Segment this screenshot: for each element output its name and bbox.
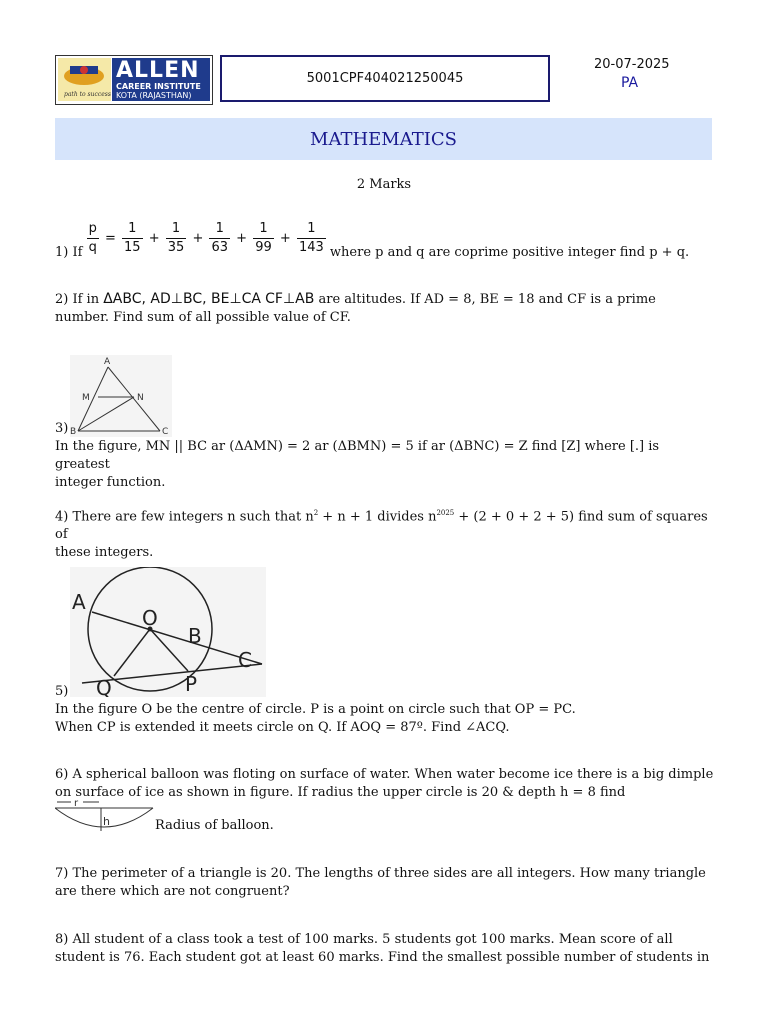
q3-label-m: M [82,393,90,403]
q8-text: 8) All student of a class took a test of 100 marks. 5 students got 100 marks. Mean score of all [55,932,673,947]
question-3 [55,420,715,492]
q8-text-line2: student is 76. Each student got at least 60 marks. Find the smallest possible number of students in [55,950,710,965]
q2-text-line2: number. Find sum of all possible value of CF. [55,310,351,325]
logo-brand [112,58,210,101]
q2-text: are altitudes. If AD = 8, BE = 18 and CF is a prime [318,292,656,307]
q7-text: 7) The perimeter of a triangle is 20. The lengths of three sides are all integers. How many triangle [55,866,706,881]
q4-text-line2: these integers. [55,545,154,561]
logo-brand-name: ALLEN [116,58,200,83]
q5-label-o: O [142,606,158,630]
q6-figure [55,798,155,838]
paper-variant: PA [621,75,639,91]
q4-text-a: 4) There are few integers n such that n [55,509,314,525]
q1-fraction-5: $\frac{1}{143}$ [298,221,324,255]
q1-plus: + [236,230,248,246]
q5-label-b: B [188,624,202,648]
q1-fraction-3: $\frac{1}{63}$ [211,221,229,255]
q6-label-h: h [103,815,110,828]
q3-text: In the figure, MN || BC ar (ΔAMN) = 2 ar (ΔBMN) = 5 if ar (ΔBNC) = Z find [Z] where [.] is greatest [55,439,660,472]
q1-plus: + [279,230,291,246]
paper-code: 5001CPF404021250045 [306,71,464,86]
q6-text-line3: Radius of balloon. [155,818,274,833]
logo-emblem [58,58,111,101]
q1-equals: = [104,230,116,246]
q1-plus: + [192,230,204,246]
q1-prefix: 1) If [55,245,83,260]
q2-prefix: 2) If in [55,292,100,307]
q4-exponent-1: 2 [313,509,319,517]
allen-logo [55,55,213,105]
q5-label-c: C [238,648,252,672]
q4-text-c: + (2 + 0 + 2 + 5) find sum of squares of [55,509,708,543]
logo-line1: CAREER INSTITUTE [116,82,201,91]
q6-text: 6) A spherical balloon was floting on surface of water. When water become ice there is a big dimple [55,767,714,782]
q4-exponent-2: 2025 [436,509,455,517]
date: 20-07-2025 [594,57,670,72]
q2-math-cf: CF⊥AB [265,291,315,307]
q5-number: 5) [55,684,69,699]
question-1 [55,220,715,262]
paper-code-box [220,55,550,102]
q5-text-line2: When CP is extended it meets circle on Q. If AOQ = 87º. Find ∠ACQ. [55,720,510,735]
q5-label-a: A [72,590,86,614]
q4-text-b: + n + 1 divides n [318,509,437,525]
logo-tagline: path to success [64,91,111,98]
subject-banner [55,118,712,160]
question-5 [55,683,715,737]
q5-figure [70,567,266,701]
q3-label-a: A [104,357,111,367]
subject-title: MATHEMATICS [310,128,457,150]
q3-text-line2: integer function. [55,475,166,490]
q6-text-line2: on surface of ice as shown in figure. If radius the upper circle is 20 & depth h = 8 find [55,785,626,800]
q1-fraction-4: $\frac{1}{99}$ [255,221,272,255]
question-8 [55,931,715,967]
q1-lhs-fraction: $\frac{p}{q}$ [88,221,97,255]
question-6 [55,766,715,802]
q7-text-line2: are there which are not congruent? [55,884,290,899]
question-4 [55,504,715,562]
q3-label-b: B [70,427,77,437]
logo-line2: KOTA (RAJASTHAN) [116,91,192,100]
question-2 [55,290,715,327]
question-7 [55,865,715,901]
q1-fraction-2: $\frac{1}{35}$ [167,221,185,255]
q5-label-p: P [185,672,198,696]
q6-label-r: r [74,798,79,809]
q3-label-n: N [137,393,144,403]
q3-number: 3) [55,421,69,436]
q5-label-q: Q [96,676,112,697]
q2-math-altitudes: ΔABC, AD⊥BC, BE⊥CA [103,291,262,307]
q1-suffix: where p and q are coprime positive integer find p + q. [329,245,690,260]
section-heading: 2 Marks [356,177,412,192]
q1-plus: + [148,230,160,246]
q5-text: In the figure O be the centre of circle. P is a point on circle such that OP = PC. [55,702,576,717]
q1-fraction-1: $\frac{1}{15}$ [124,221,141,255]
q3-label-c: C [162,427,169,437]
